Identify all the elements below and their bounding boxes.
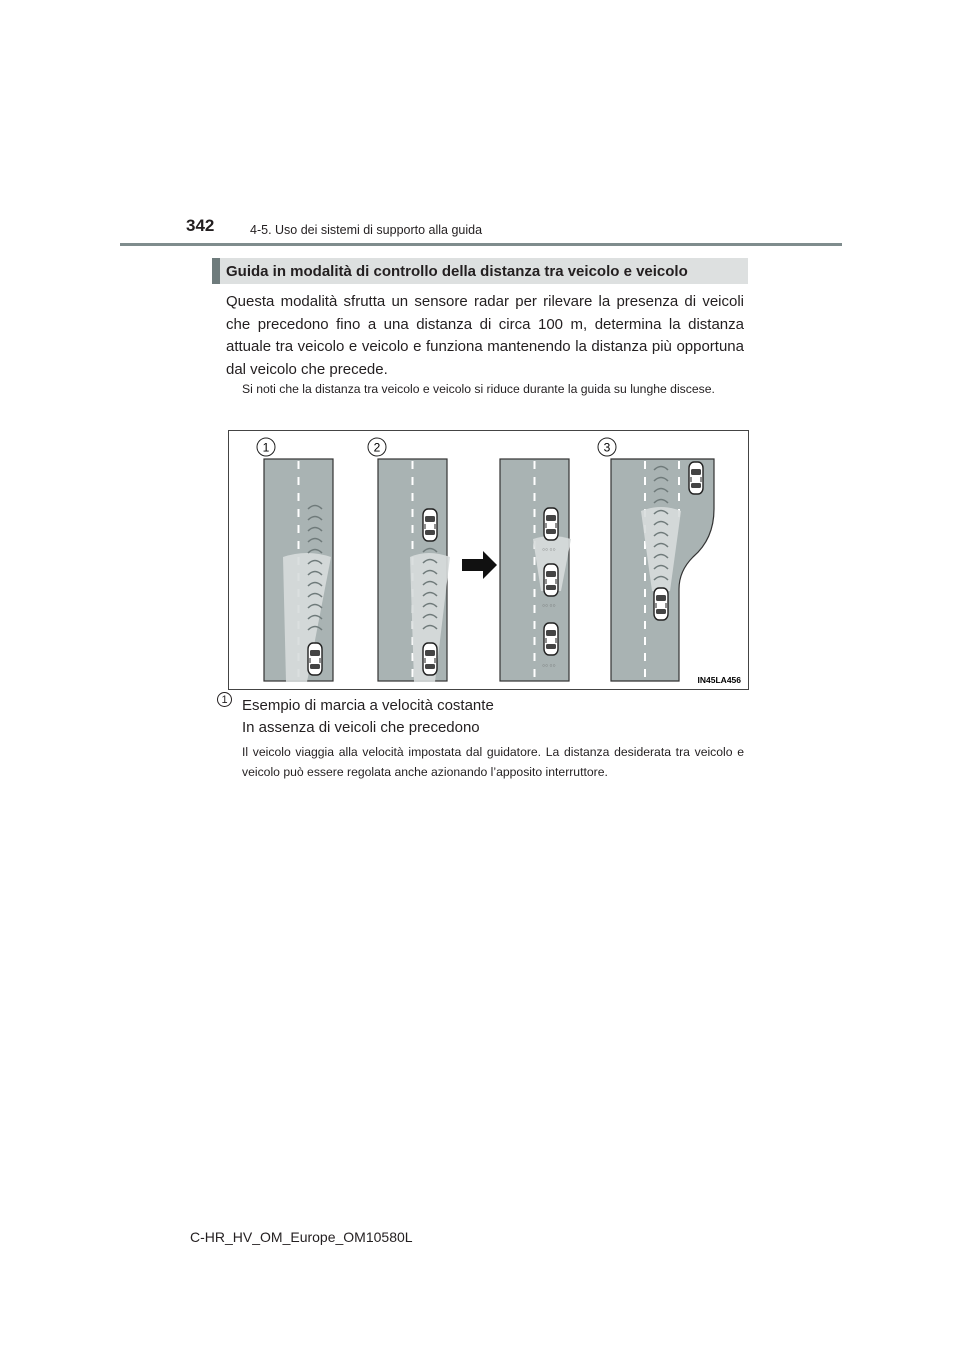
svg-text:○○ ○○: ○○ ○○: [542, 603, 556, 609]
item-description: Il veicolo viaggia alla velocità impostata dal guidatore. La distanza desiderata tra veicolo e veicolo può essere regolata anche azionando l’apposito interruttore.: [242, 745, 744, 779]
scene-2-following: [500, 459, 571, 681]
svg-text:○○ ○○: ○○ ○○: [542, 547, 556, 553]
scene-2: [368, 438, 450, 682]
radar-diagram: [229, 431, 748, 689]
chapter-title: 4-5. Uso dei sistemi di supporto alla guida: [250, 223, 483, 237]
scene-label-3: 3: [603, 440, 611, 455]
page-number: 342: [186, 216, 215, 235]
item-title-line-2: In assenza di veicoli che precedono: [242, 719, 480, 736]
item-title-line-1: Esempio di marcia a velocità costante: [242, 697, 494, 714]
section-heading-marker: [212, 258, 220, 284]
intro-paragraph: Questa modalità sfrutta un sensore radar per rilevare la presenza di veicoli che precedono fino a una distanza di circa 100 m, determina la distanza attuale tra veicolo e veicolo e funziona mantenendo la distanza più opportuna dal veicolo che precede.: [226, 293, 744, 378]
header-divider: [120, 243, 842, 246]
footer-doc-code: C-HR_HV_OM_Europe_OM10580L: [190, 1229, 413, 1245]
arrow-right-icon: [462, 551, 497, 579]
scene-label-2: 2: [373, 440, 381, 455]
section-title: Guida in modalità di controllo della distanza tra veicolo e veicolo: [226, 263, 688, 280]
svg-text:○○ ○○: ○○ ○○: [542, 663, 556, 669]
item-number-badge: 1: [217, 692, 232, 707]
note-paragraph: Si noti che la distanza tra veicolo e veicolo si riduce durante la guida su lunghe discese.: [242, 382, 715, 396]
figure-code: IN45LA456: [697, 675, 741, 685]
radar-cruise-illustration: [228, 430, 749, 690]
scene-1: [257, 438, 333, 682]
item-title: [242, 695, 494, 739]
scene-3: [598, 438, 714, 681]
scene-label-1: 1: [262, 440, 270, 455]
